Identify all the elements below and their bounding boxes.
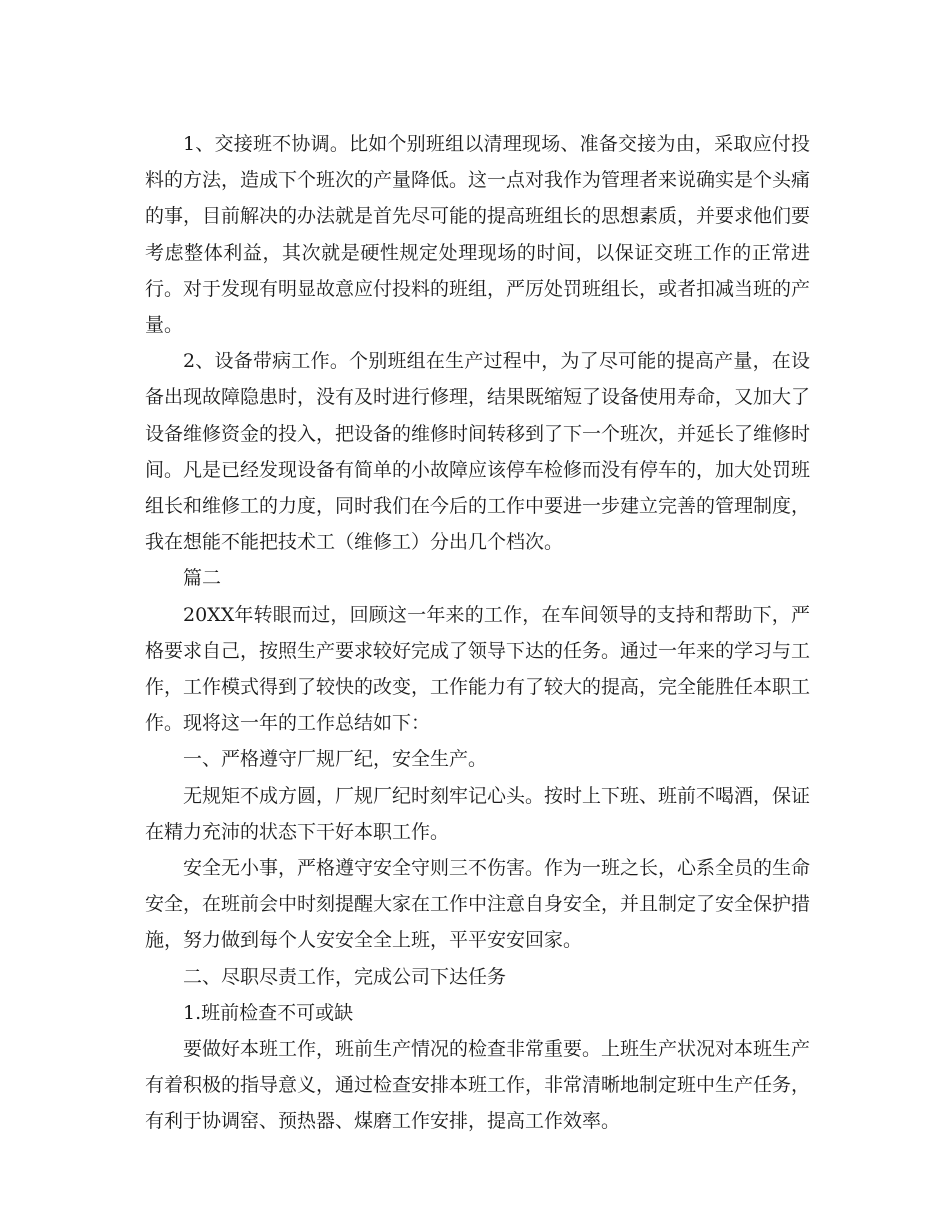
paragraph-shift-handover: 1、交接班不协调。比如个别班组以清理现场、准备交接为由，采取应付投料的方法，造成下个班次的产量降低。这一点对我作为管理者来说确实是个头痛的事，目前解决的办法就是首先尽可能的提高班组长的思想素质，并要求他们要考虑整体利益，其次就是硬性规定处理现场的时间，以保证交班工作的正常进行。对于发现有明显故意应付投料的班组，严厉处罚班组长，或者扣减当班的产量。: [145, 133, 811, 337]
heading-discipline-safety: 一、严格遵守厂规厂纪，安全生产。: [183, 748, 488, 771]
heading-duties: 二、尽职尽责工作，完成公司下达任务: [183, 965, 507, 988]
paragraph-equipment-faults: 2、设备带病工作。个别班组在生产过程中，为了尽可能的提高产量，在设备出现故障隐患时，没有及时进行修理，结果既缩短了设备使用寿命，又加大了设备维修资金的投入，把设备的维修时间转移到了下一个班次，并延长了维修时间。凡是已经发现设备有简单的小故障应该停车检修而没有停车的，加大处罚班组长和维修工的力度，同时我们在今后的工作中要进一步建立完善的管理制度，我在想能不能把技术工（维修工）分出几个档次。: [145, 350, 811, 554]
paragraph-pre-shift-check: 要做好本班工作，班前生产情况的检查非常重要。上班生产状况对本班生产有着积极的指导意义，通过检查安排本班工作，非常清晰地制定班中生产任务，有利于协调窑、预热器、煤磨工作安排，提高工作效率。: [145, 1038, 811, 1133]
paragraph-year-review-intro: 20XX年转眼而过，回顾这一年来的工作，在车间领导的支持和帮助下，严格要求自己，按照生产要求较好完成了领导下达的任务。通过一年来的学习与工作，工作模式得到了较快的改变，工作能力有了较大的提高，完全能胜任本职工作。现将这一年的工作总结如下：: [145, 603, 811, 735]
paragraph-rules: 无规矩不成方圆，厂规厂纪时刻牢记心头。按时上下班、班前不喝酒，保证在精力充沛的状态下干好本职工作。: [145, 784, 811, 843]
document-body: [145, 126, 810, 1140]
paragraph-safety: 安全无小事，严格遵守安全守则三不伤害。作为一班之长，心系全员的生命安全，在班前会中时刻提醒大家在工作中注意自身安全，并且制定了安全保护措施，努力做到每个人安安全全上班，平平安安回家。: [145, 857, 811, 952]
subheading-pre-shift-check: 1.班前检查不可或缺: [183, 1001, 354, 1024]
section-heading-part-two: 篇二: [183, 567, 222, 590]
